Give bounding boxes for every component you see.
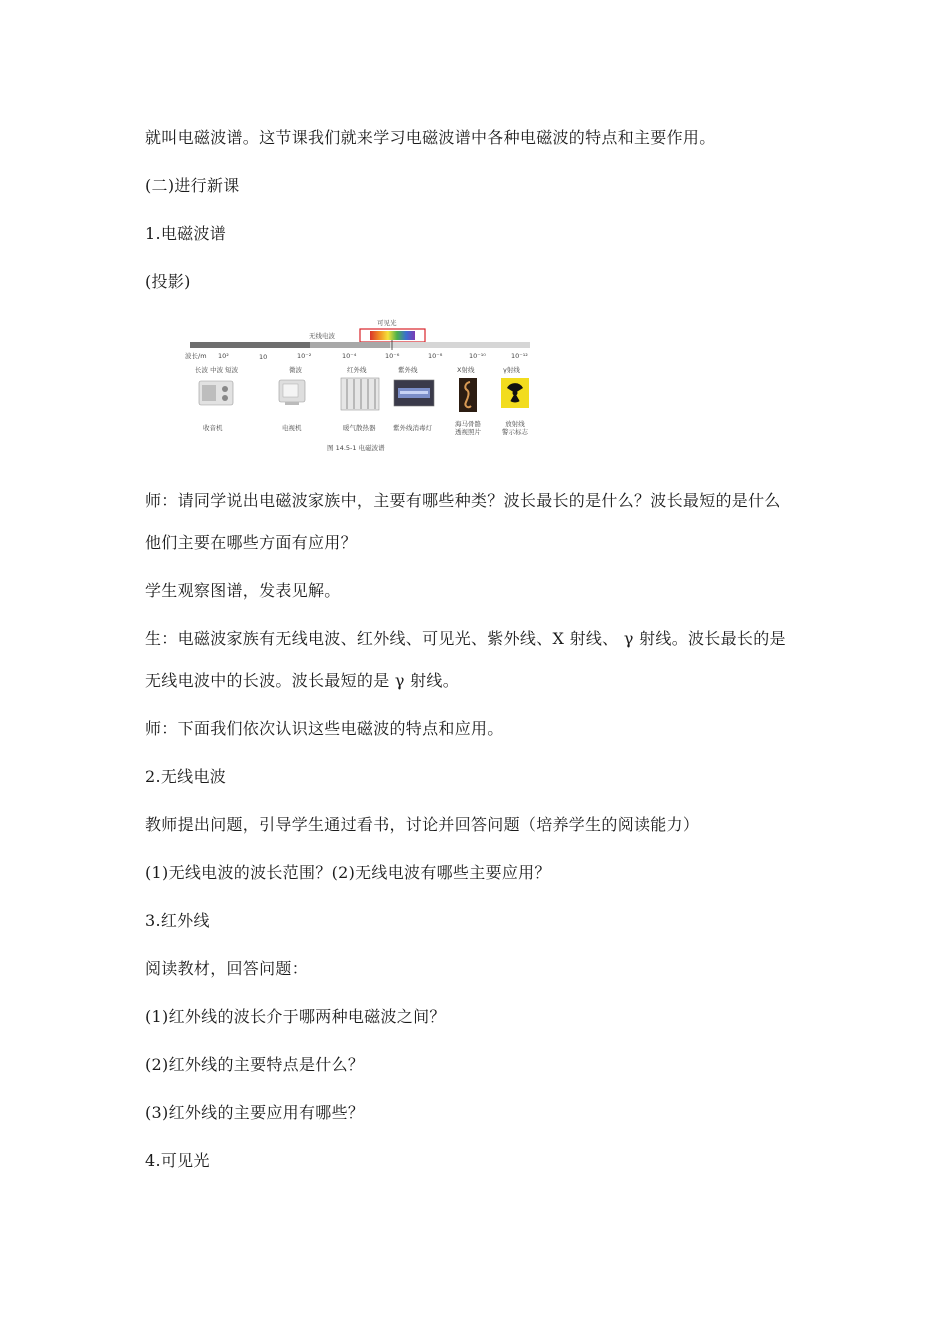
item-label-warning: 放射线 警示标志 — [502, 420, 528, 436]
tv-illustration — [279, 380, 305, 405]
radio-illustration — [199, 381, 233, 405]
visible-light-label: 可见光 — [377, 319, 397, 327]
tick-label: 10⁻¹⁰ — [469, 352, 486, 360]
seahorse-xray-illustration — [459, 378, 477, 412]
band-label-infrared: 红外线 — [347, 366, 367, 374]
band-label-xray: X射线 — [457, 366, 475, 374]
radio-wave-label: 无线电波 — [309, 332, 335, 340]
section-heading-radio: 2.无线电波 — [145, 767, 227, 786]
projection-note: (投影) — [145, 272, 191, 291]
band-label-microwave: 微波 — [289, 366, 302, 374]
paragraph-intro: 就叫电磁波谱。这节课我们就来学习电磁波谱中各种电磁波的特点和主要作用。 — [145, 128, 716, 147]
em-spectrum-figure — [185, 316, 535, 456]
section-heading-new-lesson: (二)进行新课 — [145, 176, 240, 195]
tick-label: 10⁻⁶ — [385, 352, 400, 360]
item-label-tv: 电视机 — [282, 424, 302, 432]
radiation-warning-illustration — [501, 378, 529, 408]
item-label-uv-lamp: 紫外线消毒灯 — [393, 424, 432, 432]
tick-label: 10 — [259, 353, 268, 361]
visible-light-rainbow — [370, 331, 415, 340]
radiator-illustration — [341, 378, 379, 410]
figure-caption: 图 14.5-1 电磁波谱 — [327, 444, 385, 452]
teacher-transition: 师：下面我们依次认识这些电磁波的特点和应用。 — [145, 719, 504, 738]
teacher-question-1-cont: 他们主要在哪些方面有应用？ — [145, 533, 357, 552]
item-label-radiator: 暖气散热器 — [343, 424, 376, 432]
wavelength-axis-label: 波长/m — [185, 352, 207, 360]
item-label-seahorse: 海马骨骼 透视照片 — [455, 420, 481, 436]
teacher-instruction: 教师提出问题，引导学生通过看书，讨论并回答问题（培养学生的阅读能力） — [145, 815, 700, 834]
tick-label: 10⁻² — [297, 352, 312, 360]
student-activity: 学生观察图谱，发表见解。 — [145, 581, 341, 600]
infrared-question-1: (1)红外线的波长介于哪两种电磁波之间？ — [145, 1007, 446, 1026]
student-answer: 生：电磁波家族有无线电波、红外线、可见光、紫外线、X 射线、 γ 射线。波长最长的是 — [145, 629, 786, 648]
tick-label: 10⁻⁸ — [428, 352, 443, 360]
spectrum-bar-mid — [310, 342, 390, 348]
uv-lamp-illustration — [394, 380, 434, 406]
tick-label: 10² — [218, 352, 229, 360]
radio-questions: (1)无线电波的波长范围？(2)无线电波有哪些主要应用？ — [145, 863, 551, 882]
band-label-ultraviolet: 紫外线 — [398, 366, 418, 374]
student-answer-cont: 无线电波中的长波。波长最短的是 γ 射线。 — [145, 671, 460, 690]
band-label-radio: 长波 中波 短波 — [195, 366, 239, 374]
section-heading-visible: 4.可见光 — [145, 1151, 210, 1170]
infrared-question-3: (3)红外线的主要应用有哪些？ — [145, 1103, 365, 1122]
spectrum-bar-long — [190, 342, 310, 348]
section-heading-infrared: 3.红外线 — [145, 911, 210, 930]
tick-label: 10⁻⁴ — [342, 352, 357, 360]
band-label-gamma: γ射线 — [503, 366, 520, 374]
teacher-question-1: 师：请同学说出电磁波家族中，主要有哪些种类？波长最长的是什么？波长最短的是什么 — [145, 491, 781, 510]
item-label-radio: 收音机 — [203, 424, 223, 432]
tick-label: 10⁻¹² — [511, 352, 528, 360]
spectrum-bar-short — [390, 342, 530, 348]
reading-instruction: 阅读教材，回答问题： — [145, 959, 309, 978]
infrared-question-2: (2)红外线的主要特点是什么？ — [145, 1055, 365, 1074]
section-heading-spectrum: 1.电磁波谱 — [145, 224, 227, 243]
